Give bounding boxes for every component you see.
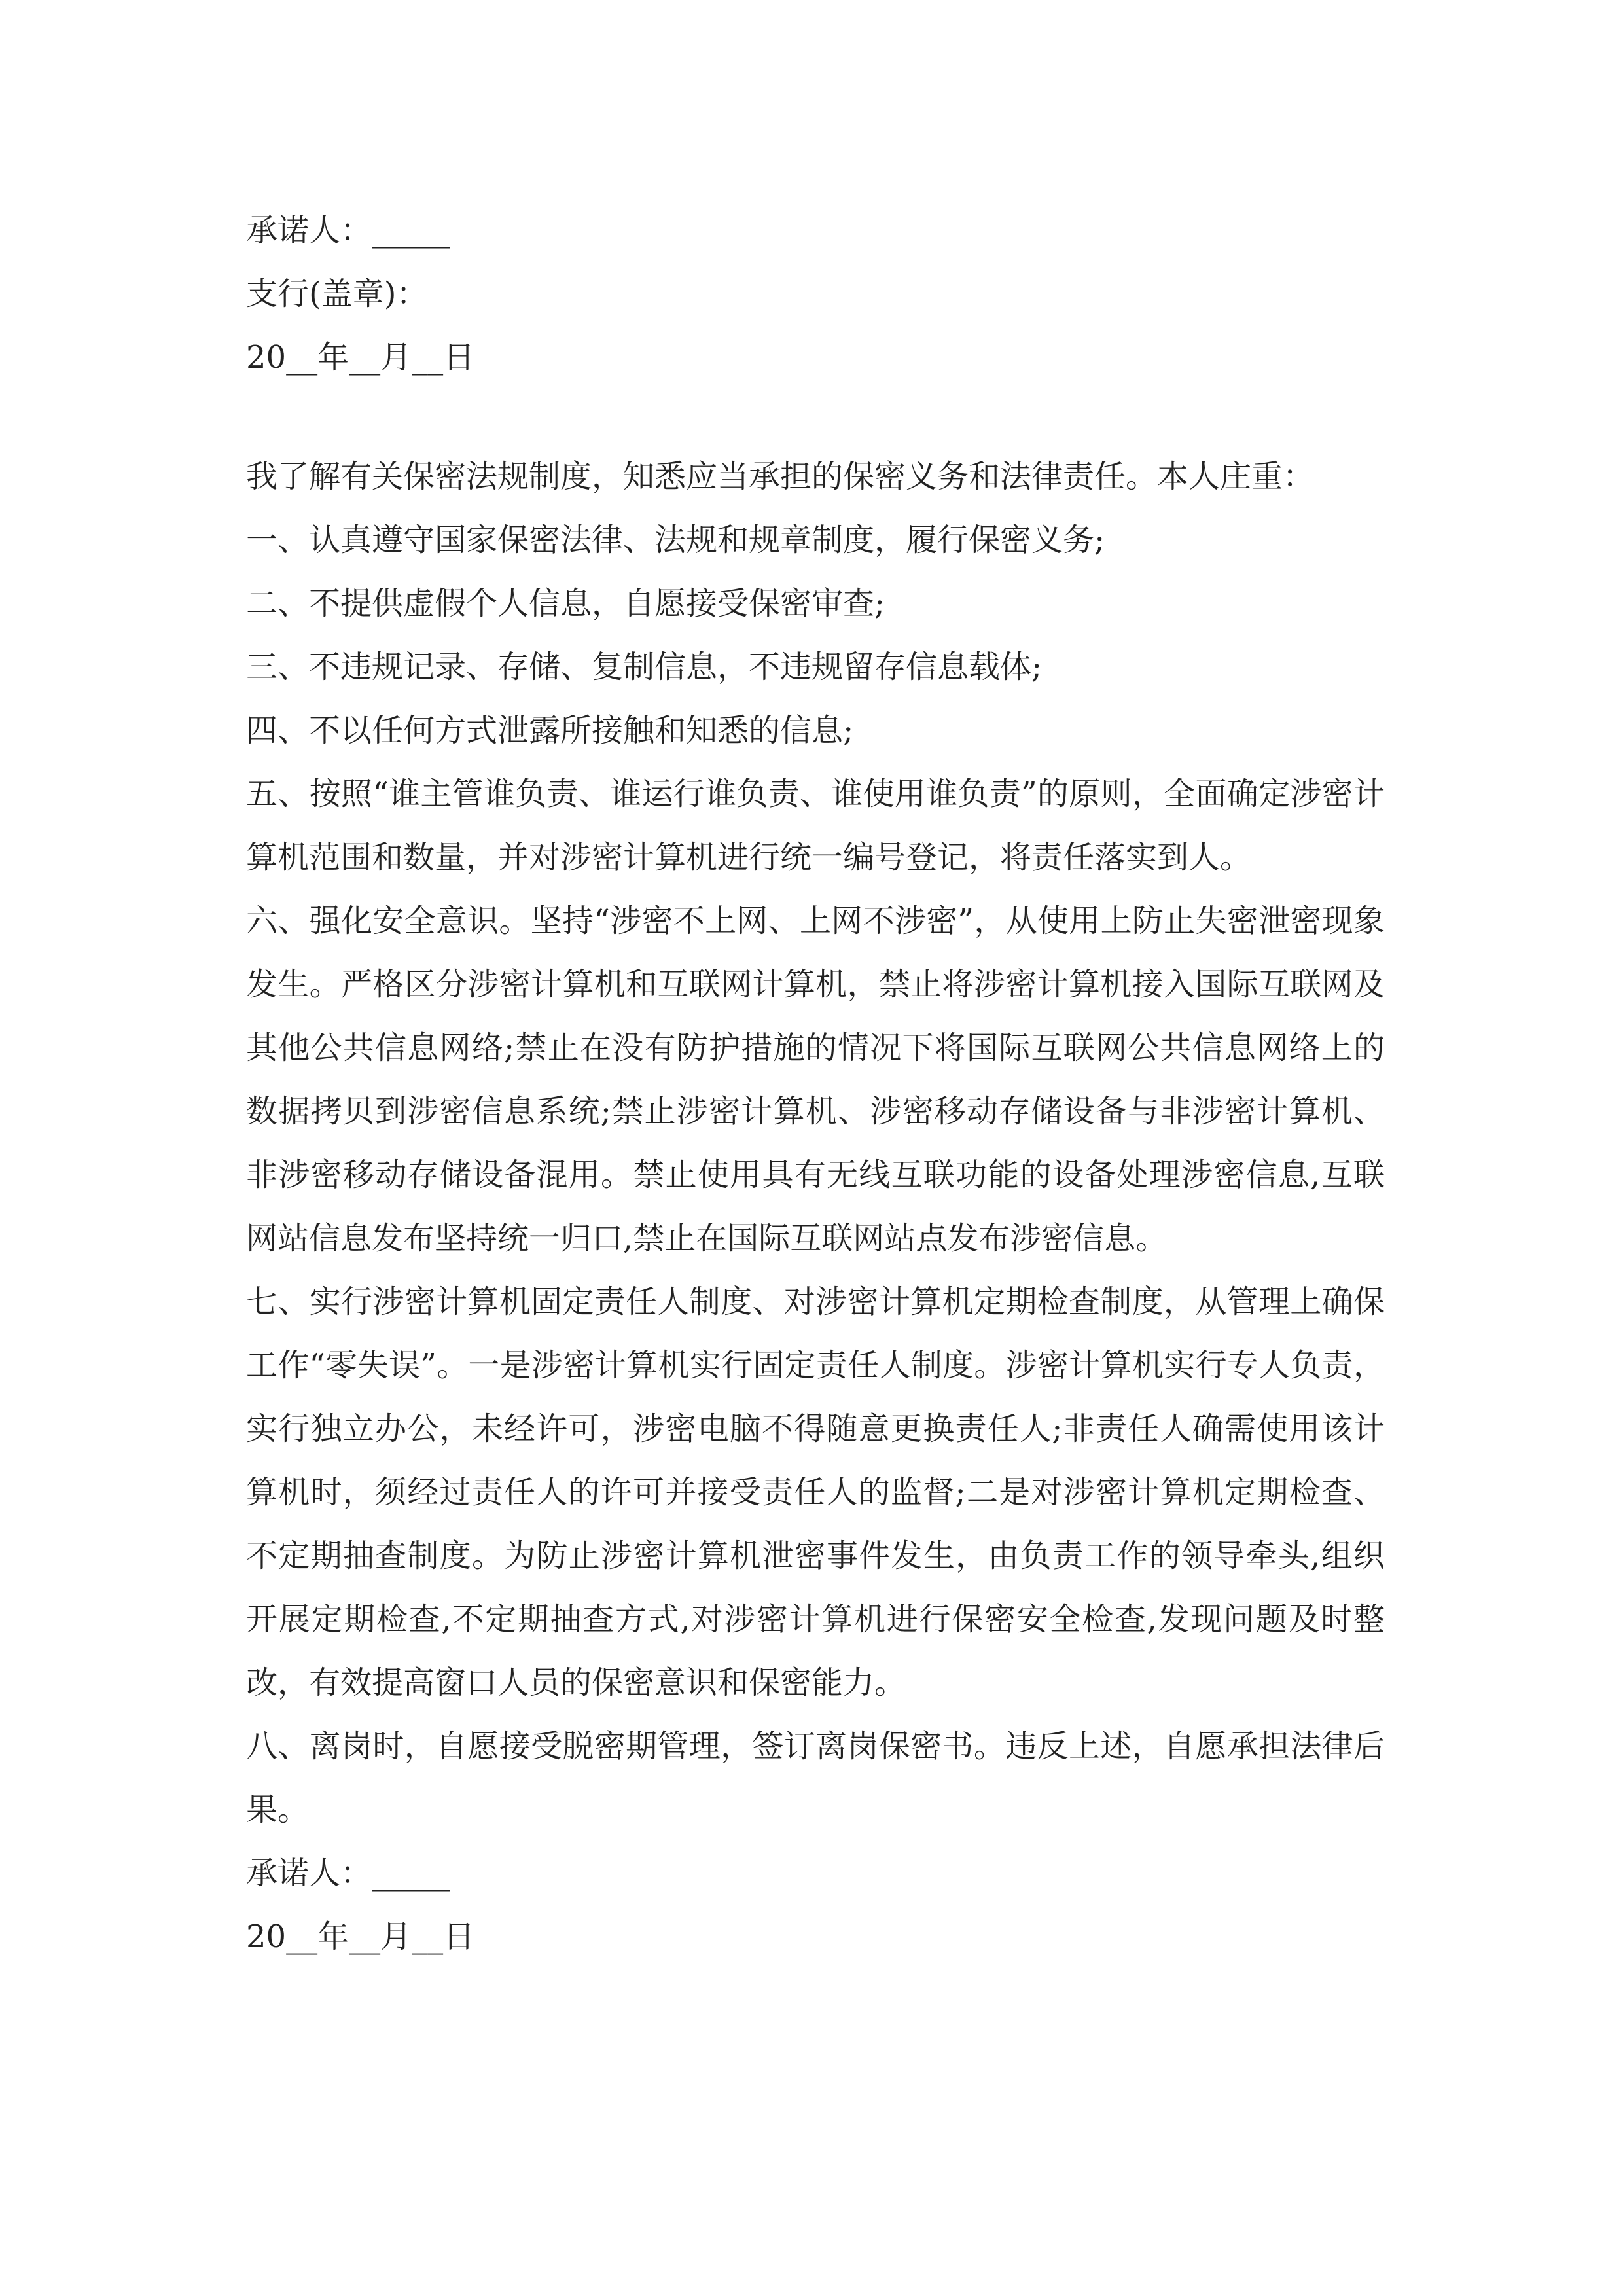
pledge-item-7: 七、实行涉密计算机固定责任人制度、对涉密计算机定期检查制度，从管理上确保工作“零失误”。一是涉密计算机实行固定责任人制度。涉密计算机实行专人负责，实行独立办公，未经许可，涉密电脑不得随意更换责任人;非责任人确需使用该计算机时，须经过责任人的许可并接受责任人的监督;二是对涉密计算机定期检查、不定期抽查制度。为防止涉密计算机泄密事件发生，由负责工作的领导牵头,组织开展定期检查,不定期抽查方式,对涉密计算机进行保密安全检查,发现问题及时整改，有效提高窗口人员的保密意识和保密能力。 — [246, 1283, 1385, 1701]
header-date-line: 20__年__月__日 — [246, 339, 475, 376]
pledge-item-1: 一、认真遵守国家保密法律、法规和规章制度，履行保密义务; — [246, 522, 1105, 558]
pledge-item-2: 二、不提供虚假个人信息，自愿接受保密审查; — [246, 585, 885, 622]
section-spacer — [246, 389, 1385, 445]
footer-promisor-line: 承诺人：_____ — [246, 1855, 451, 1892]
pledge-intro: 我了解有关保密法规制度，知悉应当承担的保密义务和法律责任。本人庄重： — [246, 458, 1315, 495]
header-promisor-line: 承诺人：_____ — [246, 212, 451, 249]
pledge-item-4: 四、不以任何方式泄露所接触和知悉的信息; — [246, 712, 854, 749]
pledge-item-6: 六、强化安全意识。坚持“涉密不上网、上网不涉密”，从使用上防止失密泄密现象发生。严格区分涉密计算机和互联网计算机，禁止将涉密计算机接入国际互联网及其他公共信息网络;禁止在没有防护措施的情况下将国际互联网公共信息网络上的数据拷贝到涉密信息系统;禁止涉密计算机、涉密移动存储设备与非涉密计算机、非涉密移动存储设备混用。禁止使用具有无线互联功能的设备处理涉密信息,互联网站信息发布坚持统一归口,禁止在国际互联网站点发布涉密信息。 — [246, 903, 1385, 1257]
header-branch-seal-line: 支行(盖章)： — [246, 276, 428, 312]
pledge-item-8: 八、离岗时，自愿接受脱密期管理，签订离岗保密书。违反上述，自愿承担法律后果。 — [246, 1728, 1385, 1828]
footer-date-line: 20__年__月__日 — [246, 1918, 475, 1955]
pledge-item-5: 五、按照“谁主管谁负责、谁运行谁负责、谁使用谁负责”的原则，全面确定涉密计算机范围和数量，并对涉密计算机进行统一编号登记，将责任落实到人。 — [246, 776, 1385, 876]
document-body — [246, 199, 1385, 1969]
pledge-item-3: 三、不违规记录、存储、复制信息，不违规留存信息载体; — [246, 649, 1043, 685]
